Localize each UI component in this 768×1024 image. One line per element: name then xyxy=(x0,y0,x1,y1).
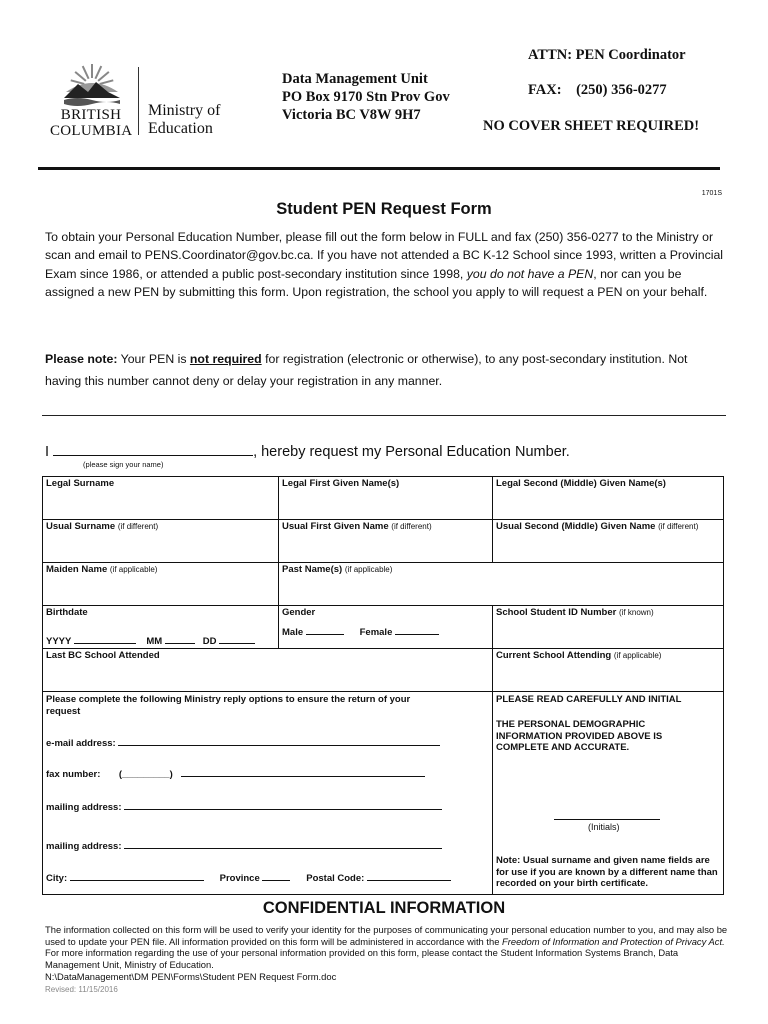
day-input[interactable] xyxy=(219,635,255,644)
if-different-hint: (if different) xyxy=(658,522,699,531)
bc-logo xyxy=(50,62,240,142)
usual-surname-label: Usual Surname xyxy=(46,521,116,532)
past-names-label: Past Name(s) xyxy=(282,564,343,575)
past-names-field[interactable] xyxy=(279,563,724,606)
bc-wordmark xyxy=(50,107,132,139)
mailing-label-2: mailing address: xyxy=(46,841,122,852)
initial-note: Note: Usual surname and given name fields are for use if you are known by a different name than recorded on your birth certificate. xyxy=(496,855,718,889)
file-path: N:\DataManagement\DM PEN\Forms\Student PEN Request Form.doc xyxy=(45,971,337,982)
birthdate-label: Birthdate xyxy=(46,607,88,618)
if-different-hint: (if different) xyxy=(117,522,159,531)
postal-code-input[interactable] xyxy=(367,872,451,881)
current-school-field[interactable] xyxy=(493,649,724,692)
fax-area-code[interactable]: (_________) xyxy=(118,769,173,780)
legal-surname-label: Legal Surname xyxy=(46,478,115,489)
school-student-id-field[interactable] xyxy=(493,606,724,649)
if-different-hint: (if different) xyxy=(391,522,432,531)
usual-first-label: Usual First Given Name xyxy=(282,521,389,532)
initial-section xyxy=(493,692,724,895)
male-label: Male xyxy=(282,627,304,638)
province-input[interactable] xyxy=(262,872,290,881)
fax-number: (250) 356-0277 xyxy=(576,82,667,98)
mailing-address xyxy=(282,70,450,124)
note-paragraph xyxy=(45,348,725,392)
last-bc-school-field[interactable] xyxy=(43,649,493,692)
email-row xyxy=(46,737,440,749)
fax-input[interactable] xyxy=(181,768,425,777)
bc-sun-mountain-icon xyxy=(62,62,122,106)
note-emphasis: not required xyxy=(189,352,262,366)
privacy-part2: For more information regarding the use of your personal information provided on this form, please contact the Student Information Systems Branch, Data Management Unit, Ministry of Education. xyxy=(45,947,679,970)
signature-hint: (please sign your name) xyxy=(83,460,164,469)
reply-options-section xyxy=(43,692,493,895)
intro-italic: you do not have a PEN xyxy=(466,266,594,281)
yyyy-label: YYYY xyxy=(46,636,72,647)
intro-part2: , nor can you be assigned a new PEN by submitting this form. Upon registration, the school you apply to will request a PEN on your behalf. xyxy=(45,266,708,299)
intro-part1: To obtain your Personal Education Number, please fill out the form below in FULL and fax (250) 356-0277 to the Ministry or scan and email to PENS.Coordinator@gov.bc.ca. If you have not attended a BC K-12 School since 1993, written a Provincial Exam since 1986, or attended a public post-secondary institution since 1998, xyxy=(45,230,724,281)
intro-paragraph xyxy=(45,228,725,301)
mm-label: MM xyxy=(146,636,163,647)
city-row xyxy=(46,872,451,884)
maiden-name-label: Maiden Name xyxy=(46,564,108,575)
header-rule xyxy=(38,167,720,170)
school-id-label: School Student ID Number xyxy=(496,607,617,618)
address-line1: Data Management Unit xyxy=(282,71,428,87)
mailing-row-2 xyxy=(46,840,442,852)
note-part2: for registration (electronic or otherwise), to any post-secondary institution. Not having this number cannot deny or delay your registration in any manner. xyxy=(45,352,688,388)
bc-line2: COLUMBIA xyxy=(50,123,133,139)
initials-label: (Initials) xyxy=(588,822,620,832)
request-statement xyxy=(45,442,570,460)
postal-code-label: Postal Code: xyxy=(306,873,365,884)
year-input[interactable] xyxy=(74,635,136,644)
dd-label: DD xyxy=(202,636,217,647)
fax-line xyxy=(528,82,667,99)
if-applicable-hint: (if applicable) xyxy=(613,651,662,660)
pen-form-table xyxy=(42,476,724,895)
form-code: 1701S xyxy=(701,190,722,197)
confidential-heading: CONFIDENTIAL INFORMATION xyxy=(262,899,506,917)
request-prefix: I xyxy=(45,444,50,460)
form-title: Student PEN Request Form xyxy=(276,200,492,218)
logo-divider xyxy=(138,67,139,135)
initials-input[interactable] xyxy=(554,819,660,820)
address-line3: Victoria BC V8W 9H7 xyxy=(282,107,421,123)
fax-label: FAX: xyxy=(528,82,562,98)
revised-date: Revised: 11/15/2016 xyxy=(45,985,118,994)
usual-first-name-field[interactable] xyxy=(279,520,493,563)
gender-label: Gender xyxy=(282,607,316,618)
privacy-act: Freedom of Information and Protection of Privacy Act. xyxy=(502,935,725,947)
mailing-input-1[interactable] xyxy=(124,801,442,810)
legal-surname-field[interactable] xyxy=(43,477,279,520)
note-label: Please note: xyxy=(45,352,118,366)
if-applicable-hint: (if applicable) xyxy=(344,565,393,574)
fax-number-label: fax number: xyxy=(46,769,101,780)
if-known-hint: (if known) xyxy=(618,608,654,617)
maiden-name-field[interactable] xyxy=(43,563,279,606)
male-input[interactable] xyxy=(306,626,344,635)
province-label: Province xyxy=(219,873,260,884)
attn-line: ATTN: PEN Coordinator xyxy=(528,47,686,63)
current-school-label: Current School Attending xyxy=(496,650,612,661)
city-input[interactable] xyxy=(70,872,204,881)
gender-options xyxy=(282,626,439,638)
address-line2: PO Box 9170 Stn Prov Gov xyxy=(282,89,450,105)
female-label: Female xyxy=(359,627,393,638)
bc-line1: BRITISH xyxy=(60,107,122,123)
fax-row xyxy=(46,768,425,780)
birthdate-inputs xyxy=(46,635,255,647)
ministry-line1: Ministry of xyxy=(148,102,221,119)
privacy-notice xyxy=(45,924,729,970)
initial-heading: PLEASE READ CAREFULLY AND INITIAL xyxy=(496,694,682,705)
mailing-row-1 xyxy=(46,801,442,813)
legal-second-label: Legal Second (Middle) Given Name(s) xyxy=(496,478,666,489)
legal-second-name-field[interactable] xyxy=(493,477,724,520)
initial-statement: THE PERSONAL DEMOGRAPHIC INFORMATION PROVIDED ABOVE IS COMPLETE AND ACCURATE. xyxy=(496,719,663,753)
if-applicable-hint: (if applicable) xyxy=(109,565,158,574)
usual-second-name-field[interactable] xyxy=(493,520,724,563)
birthdate-field[interactable] xyxy=(43,606,279,649)
ministry-line2: Education xyxy=(148,120,213,137)
female-input[interactable] xyxy=(395,626,439,635)
last-bc-school-label: Last BC School Attended xyxy=(46,650,160,661)
email-input[interactable] xyxy=(118,737,440,746)
legal-first-label: Legal First Given Name(s) xyxy=(282,478,400,489)
mailing-input-2[interactable] xyxy=(124,840,442,849)
privacy-part1: The information collected on this form will be used to verify your identity for the purposes of communicating your personal education number to you, and may also be used to update your PEN file. All information provided on this form will be administered in accordance with the xyxy=(45,924,728,947)
request-suffix: , hereby request my Personal Education Number. xyxy=(253,444,570,460)
usual-surname-field[interactable] xyxy=(43,520,279,563)
usual-second-label: Usual Second (Middle) Given Name xyxy=(496,521,656,532)
reply-heading: Please complete the following Ministry reply options to ensure the return of your request xyxy=(46,694,411,717)
email-label: e-mail address: xyxy=(46,738,116,749)
city-label: City: xyxy=(46,873,68,884)
legal-first-name-field[interactable] xyxy=(279,477,493,520)
signature-line[interactable] xyxy=(53,442,253,456)
month-input[interactable] xyxy=(165,635,195,644)
ministry-name xyxy=(148,102,220,138)
no-cover-sheet: NO COVER SHEET REQUIRED! xyxy=(483,118,700,134)
gender-field[interactable] xyxy=(279,606,493,649)
section-rule xyxy=(42,415,726,416)
mailing-label-1: mailing address: xyxy=(46,802,122,813)
note-part1: Your PEN is xyxy=(117,352,190,366)
